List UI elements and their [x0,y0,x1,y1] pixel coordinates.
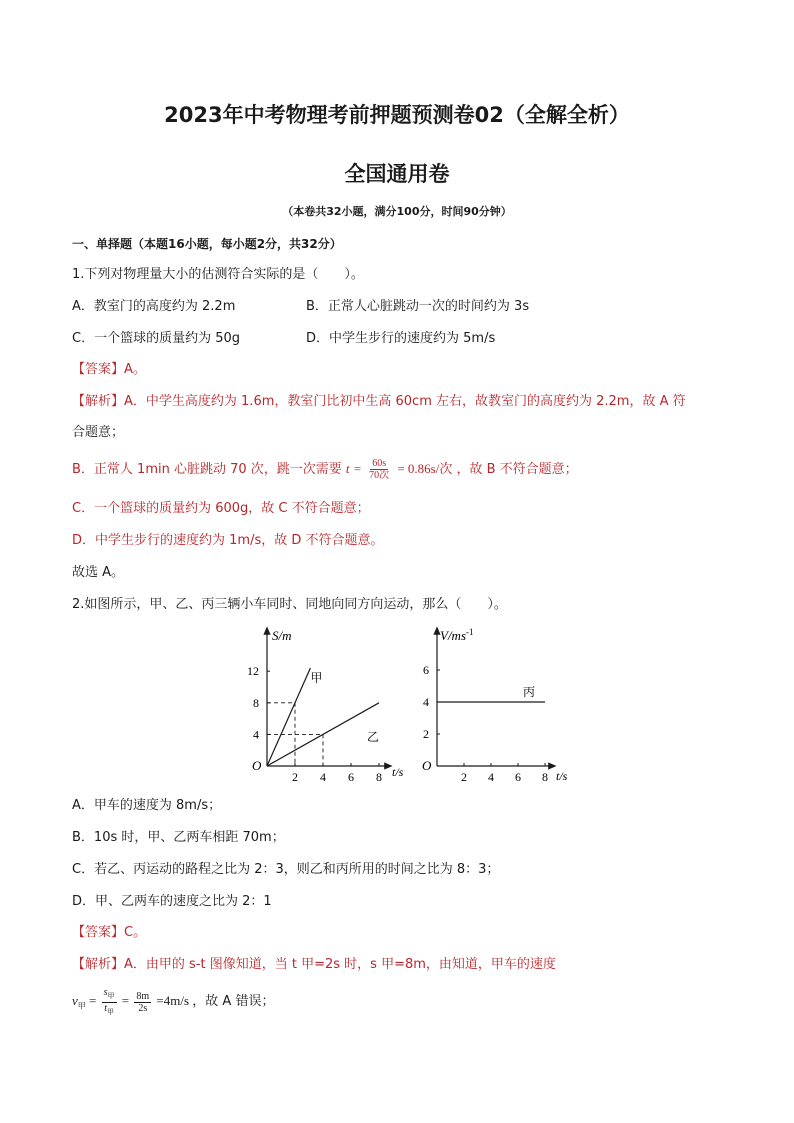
section-heading: 一、单择题（本题16小题，每小题2分，共32分） [72,237,342,251]
x-tick-label: 8 [376,770,382,784]
q1-stem: 1.下列对物理量大小的估测符合实际的是（ ）。 [72,267,364,282]
v-t-ylabel: $V/ms^{-1}$ [440,627,474,643]
formula-result: =4m/s [156,993,190,1008]
series-label: 乙 [367,729,380,744]
formula-v-sub: 甲 [77,1001,86,1011]
answer-value: C。 [124,925,147,940]
answer-label: 【答案】 [72,362,125,377]
fraction-s-over-t: $\frac{s_甲}{t_甲}$ [103,986,115,1016]
answer-value: A。 [124,362,146,377]
s-t-ylabel: S/m [272,628,292,643]
v-t-xlabel: t/s [556,769,568,783]
y-tick-label: 12 [247,664,259,679]
x-tick-label: 8 [542,770,548,784]
x-tick-label: 6 [348,770,354,784]
q2-option-b: B．10s 时，甲、乙两车相距 70m； [72,830,285,845]
q2-option-c: C．若乙、丙运动的路程之比为 2：3，则乙和丙所用的时间之比为 8：3； [72,862,500,877]
formula-result: = 0.86s/次 [397,461,453,476]
s-t-origin: O [252,758,262,773]
x-tick-label: 4 [320,770,326,784]
series-label: 丙 [523,685,536,699]
exam-info: （本卷共32小题，满分100分，时间90分钟） [282,205,512,218]
q2-option-d: D．甲、乙两车的速度之比为 2：1 [72,894,272,909]
x-tick-label: 2 [461,770,467,784]
q1-option-b: B．正常人心脏跳动一次的时间约为 3s [306,299,530,314]
q1-conclusion: 故选 A。 [72,565,125,580]
fraction-8m-over-2s: $\frac{8m}{2s}$ [136,990,150,1014]
s-t-chart [247,628,404,784]
s-t-xlabel: t/s [392,765,404,779]
y-tick-label: 8 [253,695,259,710]
q1-answer [72,362,146,378]
answer-label: 【答案】 [72,925,125,940]
q1-analysis-c: C．一个篮球的质量约为 600g，故 C 不符合题意； [72,501,370,516]
y-tick-label: 2 [423,727,429,741]
analysis-b-pre: B．正常人 1min 心脏跳动 70 次，跳一次需要 [72,462,342,477]
analysis-b-post: ，故 B 不符合题意； [456,462,578,477]
v-t-chart [422,627,568,784]
q2-option-a: A．甲车的速度为 8m/s； [72,798,222,813]
analysis-a-text: A．由甲的 s-t 图像知道，当 t 甲=2s 时，s 甲=8m，由知道，甲车的速度 [124,957,556,972]
x-tick-label: 4 [488,770,494,784]
y-tick-label: 6 [423,663,429,677]
q1-option-a: A．教室门的高度约为 2.2m [72,299,236,314]
q2-figure [0,622,794,792]
formula-v: v [72,993,78,1008]
q1-option-c: C．一个篮球的质量约为 50g [72,331,241,346]
y-tick-label: 4 [253,727,259,742]
q1-analysis-a [72,394,686,410]
analysis-a-text: A．中学生高度约为 1.6m，教室门比初中生高 60cm 左右，故教室门的高度约为 2.2m，故 A 符 [124,394,686,409]
q1-analysis-b: B．正常人 1min 心脏跳动 70 次，跳一次需要 t = $\frac{60s}{\text{70次}}$ = 0.86s/次 ，故 B 不符合题意； [72,458,578,481]
fraction-denominator: 70次 [369,470,390,481]
series-label: 甲 [310,671,323,686]
formula-t: t [345,461,350,476]
x-tick-label: 2 [292,770,298,784]
analysis-label: 【解析】 [72,394,125,409]
q2-formula: $v_甲$ = $\frac{s_甲}{t_甲}$ = $\frac{8m}{2s}$ =4m/s ，故 A 错误； [72,986,275,1016]
doc-subtitle: 全国通用卷 [344,162,450,186]
v-t-origin: O [422,758,432,773]
fraction-numerator: 60s [372,458,387,469]
q1-analysis-d: D．中学生步行的速度约为 1m/s，故 D 不符合题意。 [72,533,384,548]
q2-stem: 2.如图所示，甲、乙、丙三辆小车同时、同地向同方向运动，那么（ ）。 [72,597,507,612]
y-tick-label: 4 [423,695,429,709]
analysis-label: 【解析】 [72,957,125,972]
x-tick-label: 6 [515,770,521,784]
series-line-甲 [267,668,310,766]
q1-option-d: D．中学生步行的速度约为 5m/s [306,331,496,346]
q1-analysis-a-cont: 合题意； [72,425,125,440]
q2-analysis-a [72,957,556,973]
formula-post: ，故 A 错误； [192,994,275,1009]
q2-answer [72,925,146,941]
fraction [367,458,391,481]
doc-title: 2023年中考物理考前押题预测卷02（全解全析） [164,103,630,127]
